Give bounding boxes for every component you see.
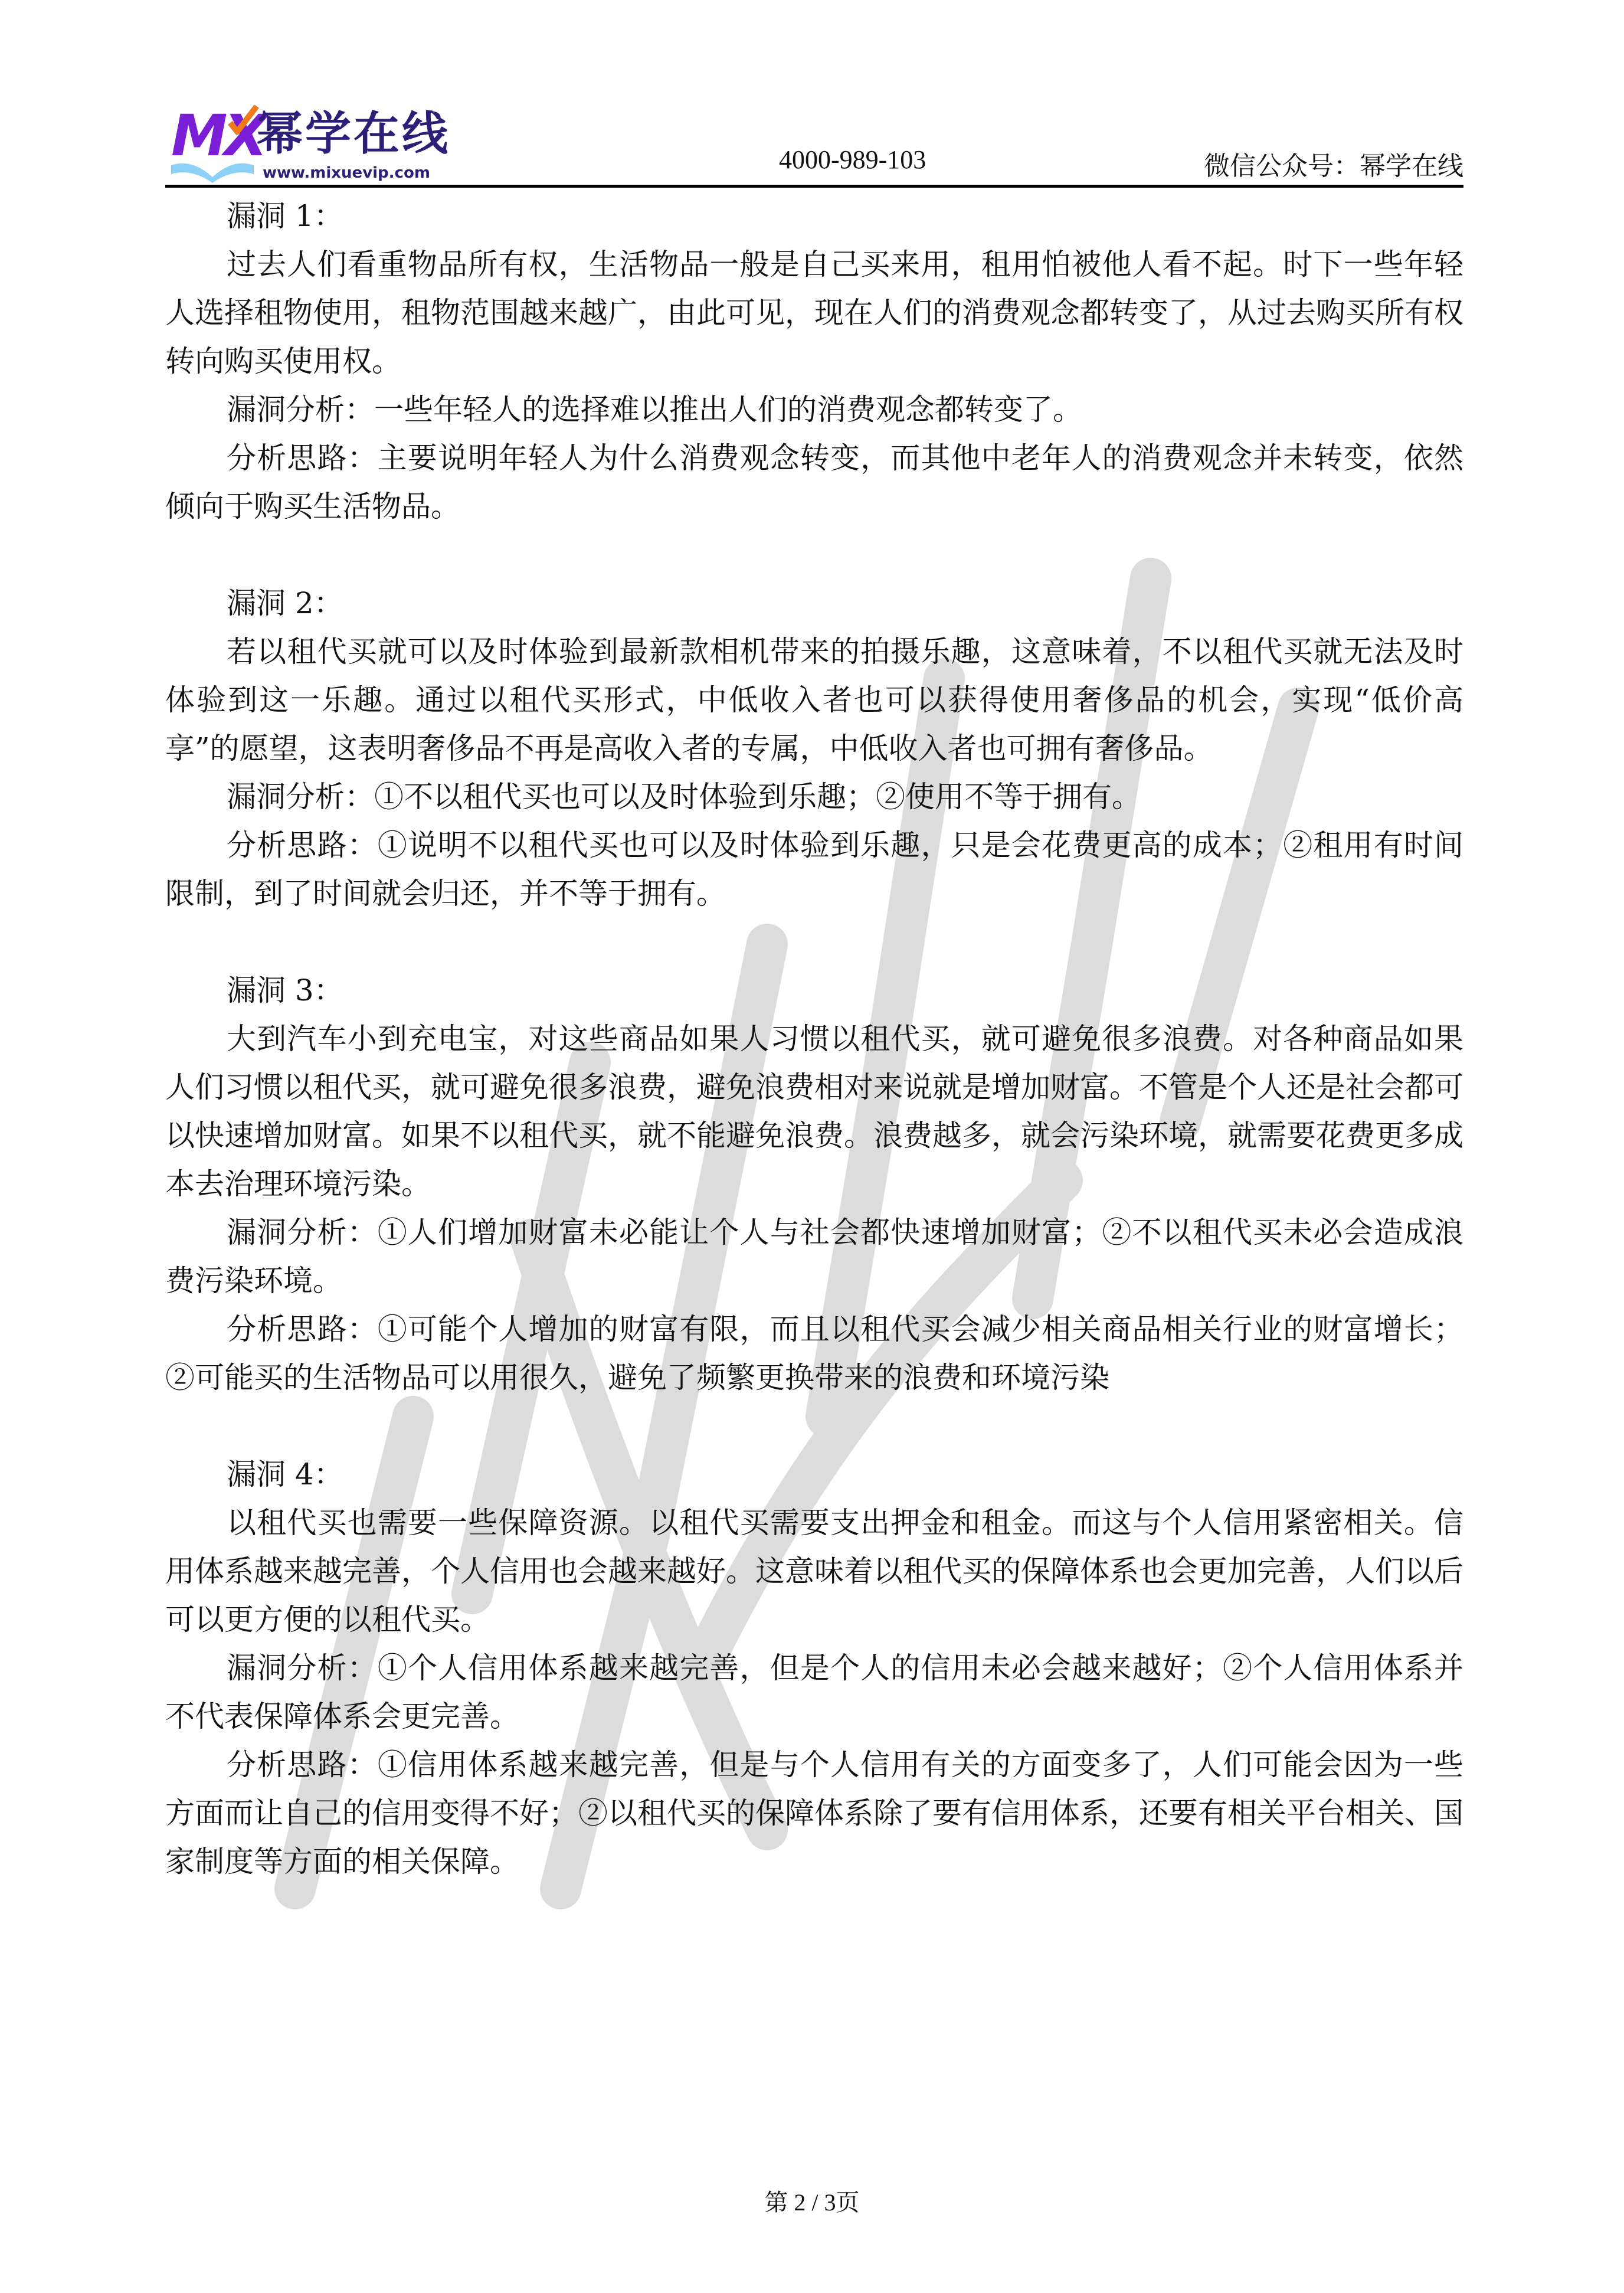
analysis-approach: 分析思路：①说明不以租代买也可以及时体验到乐趣，只是会花费更高的成本；②租用有时间限制，到了时间就会归还，并不等于拥有。: [165, 828, 1463, 911]
brand-logo: [165, 100, 496, 182]
section-4: [165, 1450, 1463, 1886]
analysis-approach: 分析思路：①信用体系越来越完善，但是与个人信用有关的方面变多了，人们可能会因为一些方面而让自己的信用变得不好；②以租代买的保障体系除了要有信用体系，还要有相关平台相关、国家制度等方面的相关保障。: [165, 1748, 1463, 1879]
section-title: 漏洞 3：: [227, 973, 343, 1008]
section-3: [165, 966, 1463, 1402]
logo-name: 幂学在线: [257, 107, 451, 161]
header-divider: [165, 185, 1463, 188]
phone-number: 4000-989-103: [779, 145, 926, 174]
argument-paragraph: 以租代买也需要一些保障资源。以租代买需要支出押金和租金。而这与个人信用紧密相关。信用体系越来越完善，个人信用也会越来越好。这意味着以租代买的保障体系也会更加完善，人们以后可以更方便的以租代买。: [165, 1506, 1463, 1637]
argument-paragraph: 若以租代买就可以及时体验到最新款相机带来的拍摄乐趣，这意味着，不以租代买就无法及时体验到这一乐趣。通过以租代买形式，中低收入者也可以获得使用奢侈品的机会，实现“低价高享”的愿望，这表明奢侈品不再是高收入者的专属，中低收入者也可拥有奢侈品。: [165, 634, 1463, 766]
flaw-analysis: 漏洞分析：①人们增加财富未必能让个人与社会都快速增加财富；②不以租代买未必会造成浪费污染环境。: [165, 1215, 1463, 1298]
argument-paragraph: 大到汽车小到充电宝，对这些商品如果人习惯以租代买，就可避免很多浪费。对各种商品如果人们习惯以租代买，就可避免很多浪费，避免浪费相对来说就是增加财富。不管是个人还是社会都可以快速增加财富。如果不以租代买，就不能避免浪费。浪费越多，就会污染环境，就需要花费更多成本去治理环境污染。: [165, 1022, 1463, 1201]
checkmark-icon: [224, 105, 260, 135]
section-title: 漏洞 2：: [227, 586, 343, 620]
page-header: [165, 89, 1463, 189]
analysis-approach: 分析思路：主要说明年轻人为什么消费观念转变，而其他中老年人的消费观念并未转变，依然倾向于购买生活物品。: [165, 441, 1463, 524]
section-2: [165, 579, 1463, 918]
section-title: 漏洞 1：: [227, 199, 343, 233]
analysis-approach: 分析思路：①可能个人增加的财富有限，而且以租代买会减少相关商品相关行业的财富增长；②可能买的生活物品可以用很久，避免了频繁更换带来的浪费和环境污染: [165, 1312, 1463, 1395]
logo-mark: MX: [171, 103, 264, 169]
section-1: [165, 192, 1463, 531]
open-book-icon: [171, 159, 254, 183]
flaw-analysis: 漏洞分析：①个人信用体系越来越完善，但是个人的信用未必会越来越好；②个人信用体系并不代表保障体系会更完善。: [165, 1651, 1463, 1733]
document-body: [165, 192, 1463, 1886]
argument-paragraph: 过去人们看重物品所有权，生活物品一般是自己买来用，租用怕被他人看不起。时下一些年轻人选择租物使用，租物范围越来越广，由此可见，现在人们的消费观念都转变了，从过去购买所有权转向购买使用权。: [165, 247, 1463, 378]
section-title: 漏洞 4：: [227, 1457, 343, 1491]
flaw-analysis: 漏洞分析：①不以租代买也可以及时体验到乐趣；②使用不等于拥有。: [227, 780, 1141, 814]
logo-url: www.mixuevip.com: [263, 164, 430, 182]
flaw-analysis: 漏洞分析：一些年轻人的选择难以推出人们的消费观念都转变了。: [227, 392, 1082, 427]
page-number: 第 2 / 3页: [764, 2189, 860, 2216]
wechat-account: 微信公众号：幂学在线: [1204, 152, 1463, 181]
